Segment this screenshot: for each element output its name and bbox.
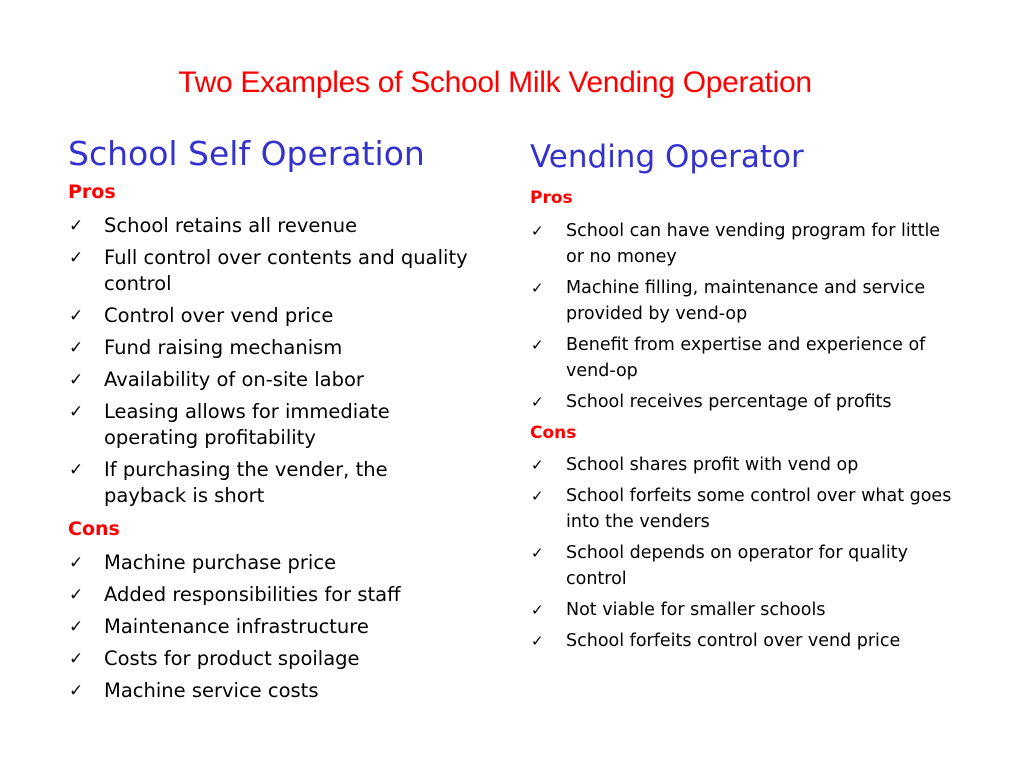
- list-item: [68, 399, 468, 451]
- list-item: [530, 483, 962, 535]
- check-mark-icon: ✓: [69, 585, 84, 605]
- list-item-text: Added responsibilities for staff: [104, 583, 401, 606]
- list-item-text: Availability of on-site labor: [104, 368, 364, 391]
- list-item: [68, 303, 468, 329]
- list-item: [530, 275, 962, 327]
- list-item-text: Full control over contents and quality control: [104, 246, 468, 295]
- list-item-text: School depends on operator for quality control: [566, 543, 908, 589]
- check-mark-icon: ✓: [69, 402, 84, 422]
- check-mark-icon: ✓: [531, 487, 544, 505]
- list-item-text: Not viable for smaller schools: [566, 600, 826, 620]
- list-item: [530, 597, 962, 623]
- list-item-text: Costs for product spoilage: [104, 647, 360, 670]
- vending-operator-pros-label: Pros: [530, 188, 573, 208]
- check-mark-icon: ✓: [69, 306, 84, 326]
- list-item-text: Machine purchase price: [104, 551, 337, 574]
- check-mark-icon: ✓: [531, 544, 544, 562]
- list-item: [530, 628, 962, 654]
- vending-operator-cons-label: Cons: [530, 423, 577, 443]
- check-mark-icon: ✓: [531, 279, 544, 297]
- self-operation-pros-label: Pros: [68, 181, 116, 203]
- list-item: [68, 550, 468, 576]
- self-operation-pros-list: [68, 213, 468, 515]
- list-item-text: School retains all revenue: [104, 214, 358, 237]
- self-operation-cons-list: [68, 550, 468, 710]
- check-mark-icon: ✓: [69, 681, 84, 701]
- self-operation-cons-label: Cons: [68, 518, 120, 540]
- check-mark-icon: ✓: [531, 222, 544, 240]
- check-mark-icon: ✓: [531, 336, 544, 354]
- list-item: [530, 540, 962, 592]
- list-item: [68, 213, 468, 239]
- list-item-text: Leasing allows for immediate operating profitability: [104, 400, 390, 449]
- check-mark-icon: ✓: [531, 632, 544, 650]
- list-item: [68, 678, 468, 704]
- vending-operator-pros-list: [530, 218, 962, 420]
- list-item: [530, 452, 962, 478]
- check-mark-icon: ✓: [69, 617, 84, 637]
- list-item: [68, 614, 468, 640]
- check-mark-icon: ✓: [69, 553, 84, 573]
- list-item: [530, 389, 962, 415]
- list-item: [530, 218, 962, 270]
- check-mark-icon: ✓: [69, 338, 84, 358]
- list-item-text: School forfeits some control over what goes into the venders: [566, 486, 952, 532]
- check-mark-icon: ✓: [69, 370, 84, 390]
- list-item: [68, 646, 468, 672]
- vending-operator-cons-list: [530, 452, 962, 659]
- list-item-text: Control over vend price: [104, 304, 334, 327]
- slide-title: Two Examples of School Milk Vending Operation: [178, 66, 812, 99]
- list-item-text: School receives percentage of profits: [566, 392, 892, 412]
- list-item: [530, 332, 962, 384]
- list-item-text: Machine service costs: [104, 679, 319, 702]
- check-mark-icon: ✓: [69, 216, 84, 236]
- vending-operator-heading: Vending Operator: [530, 139, 804, 175]
- self-operation-heading: School Self Operation: [68, 134, 425, 173]
- list-item-text: Fund raising mechanism: [104, 336, 343, 359]
- check-mark-icon: ✓: [69, 649, 84, 669]
- list-item: [68, 367, 468, 393]
- check-mark-icon: ✓: [531, 456, 544, 474]
- list-item-text: Machine filling, maintenance and service provided by vend-op: [566, 278, 926, 324]
- list-item: [68, 335, 468, 361]
- check-mark-icon: ✓: [69, 248, 84, 268]
- list-item-text: School shares profit with vend op: [566, 455, 859, 475]
- list-item-text: Benefit from expertise and experience of vend-op: [566, 335, 926, 381]
- check-mark-icon: ✓: [69, 460, 84, 480]
- check-mark-icon: ✓: [531, 393, 544, 411]
- list-item: [68, 245, 468, 297]
- list-item-text: School forfeits control over vend price: [566, 631, 901, 651]
- list-item: [68, 582, 468, 608]
- check-mark-icon: ✓: [531, 601, 544, 619]
- list-item: [68, 457, 468, 509]
- list-item-text: Maintenance infrastructure: [104, 615, 369, 638]
- list-item-text: If purchasing the vender, the payback is short: [104, 458, 388, 507]
- list-item-text: School can have vending program for little or no money: [566, 221, 941, 267]
